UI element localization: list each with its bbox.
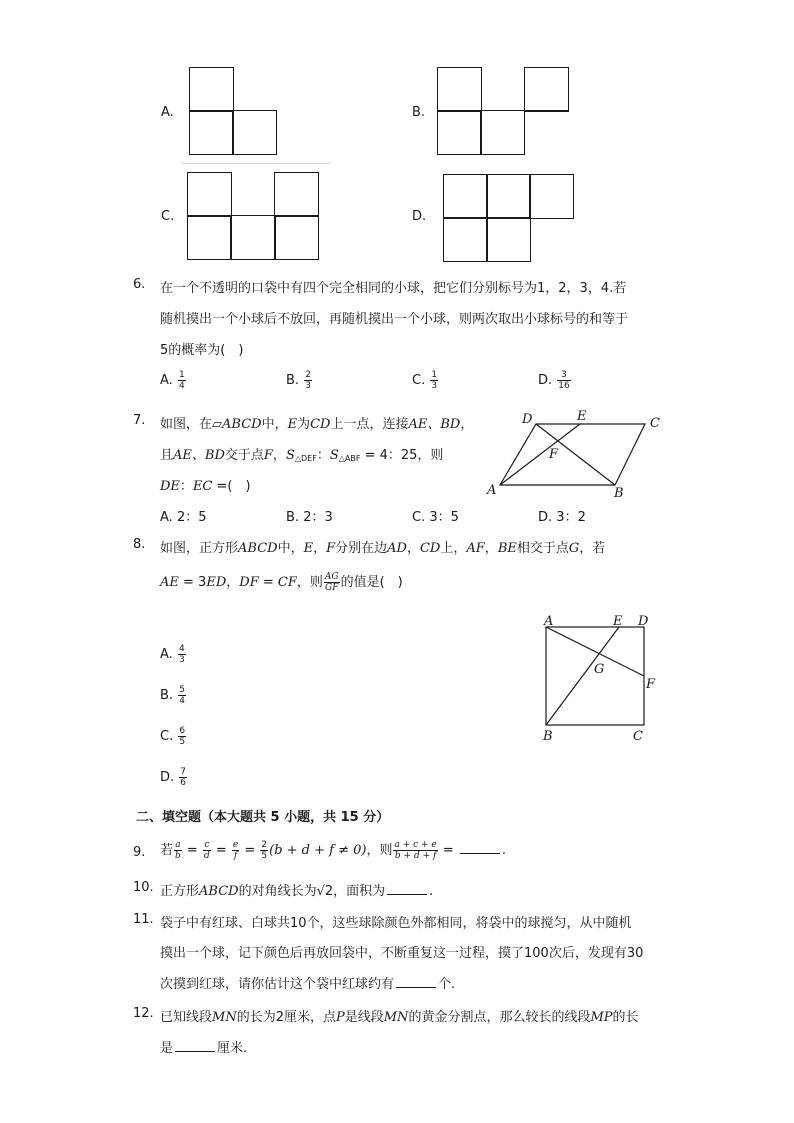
q8-label-c: C [633,729,643,744]
q6-option-d[interactable]: D. $\frac{3}{16}$ [538,370,570,391]
q12-line-2: 是 厘米. [160,1041,248,1056]
q8-line-1: 如图，正方形ABCD中，E，F分别在边AD，CD上，AF，BE相交于点G，若 [160,541,606,556]
q7-label-b: B [614,486,624,500]
q9-number: 9. [133,845,146,860]
q6-option-b-fraction: $\frac{2}{3}$ [305,370,311,391]
q5-option-b-label: B. [412,105,426,120]
q11-line-1: 袋子中有红球、白球共10个，这些球除颜色外都相同，将袋中的球搅匀，从中随机 [160,916,632,931]
q6-option-c[interactable]: C. $\frac{1}{3}$ [412,370,438,391]
q7-option-d[interactable]: D. 3：2 [538,510,586,525]
q8-option-b[interactable]: B. $\frac{5}{4}$ [160,685,185,706]
q6-number: 6. [133,277,146,292]
q8-label-a: A [544,614,554,629]
q9-line: 若 $\frac{a}{b}$ = $\frac{c}{d}$ = $\frac{e}{f}$ = $\frac{2}{5}$ (b + d + f ≠ 0)，则 $\frac{a + c + e}{b + d + f}$ = . [160,840,507,861]
q6-line-1: 在一个不透明的口袋中有四个完全相同的小球，把它们分别标号为1，2，3，4.若 [160,281,627,296]
q10-answer-blank[interactable] [387,882,427,895]
q11-line-3: 次摸到红球，请你估计这个袋中红球约有 个. [160,977,456,992]
q5-option-d-label: D. [412,209,427,224]
q7-line-2: 且AE、BD交于点F，$S_{\triangle DEF}$：$S_{\triangle ABF} = 4$：25，则 [160,448,444,463]
section-2-title: 二、填空题（本大题共 5 小题，共 15 分） [136,810,390,825]
q12-number: 12. [133,1006,154,1021]
q7-line-3: DE：EC =( ) [160,479,251,494]
q8-label-f: F [646,677,656,692]
q8-option-d[interactable]: D. $\frac{7}{6}$ [160,767,187,788]
q7-line-1: 如图，在▱ABCD中，E为CD上一点，连接AE、BD， [160,417,474,432]
q12-answer-blank[interactable] [175,1039,215,1052]
q6-line-2: 随机摸出一个小球后不放回，再随机摸出一个小球，则两次取出小球标号的和等于 [160,312,629,327]
q10-number: 10. [133,880,154,895]
q8-label-b: B [543,729,553,744]
q11-number: 11. [133,912,154,927]
q6-option-d-fraction: $\frac{3}{16}$ [558,370,570,391]
q6-option-a-fraction: $\frac{1}{4}$ [178,370,185,391]
divider [181,163,331,164]
q7-label-d: D [522,412,533,427]
q5-option-c-label: C. [161,209,175,224]
q8-square-figure [535,610,665,750]
q7-label-f: F [549,447,559,462]
q8-label-e: E [613,614,623,629]
q8-line-2: AE = 3ED，DF = CF，则 $\frac{AG}{GF}$ 的值是( ) [160,572,403,593]
q11-line-2: 摸出一个球，记下颜色后再放回袋中，不断重复这一过程，摸了100次后，发现有30 [160,946,644,961]
q7-label-c: C [650,416,660,431]
q9-answer-blank[interactable] [460,841,500,854]
q8-number: 8. [133,537,146,552]
q7-label-e: E [577,409,587,424]
q6-line-3: 5的概率为( ) [160,343,244,358]
q6-option-c-fraction: $\frac{1}{3}$ [431,370,438,391]
q6-option-a[interactable]: A. $\frac{1}{4}$ [160,370,185,391]
q5-option-a-label: A. [161,105,174,120]
q8-label-g: G [594,662,605,677]
q8-label-d: D [638,614,649,629]
q7-option-b[interactable]: B. 2：3 [286,510,333,525]
q8-option-c[interactable]: C. $\frac{6}{5}$ [160,726,186,747]
q12-line-1: 已知线段MN的长为2厘米，点P是线段MN的黄金分割点，那么较长的线段MP的长 [160,1010,639,1025]
q7-option-a[interactable]: A. 2：5 [160,510,207,525]
q7-label-a: A [487,483,497,498]
q7-number: 7. [133,413,146,428]
q8-option-a[interactable]: A. $\frac{4}{3}$ [160,644,185,665]
q11-answer-blank[interactable] [396,975,436,988]
q10-line: 正方形ABCD的对角线长为√2，面积为 . [160,884,434,899]
q7-parallelogram-figure [480,405,670,500]
q6-option-b[interactable]: B. $\frac{2}{3}$ [286,370,311,391]
q7-option-c[interactable]: C. 3：5 [412,510,459,525]
